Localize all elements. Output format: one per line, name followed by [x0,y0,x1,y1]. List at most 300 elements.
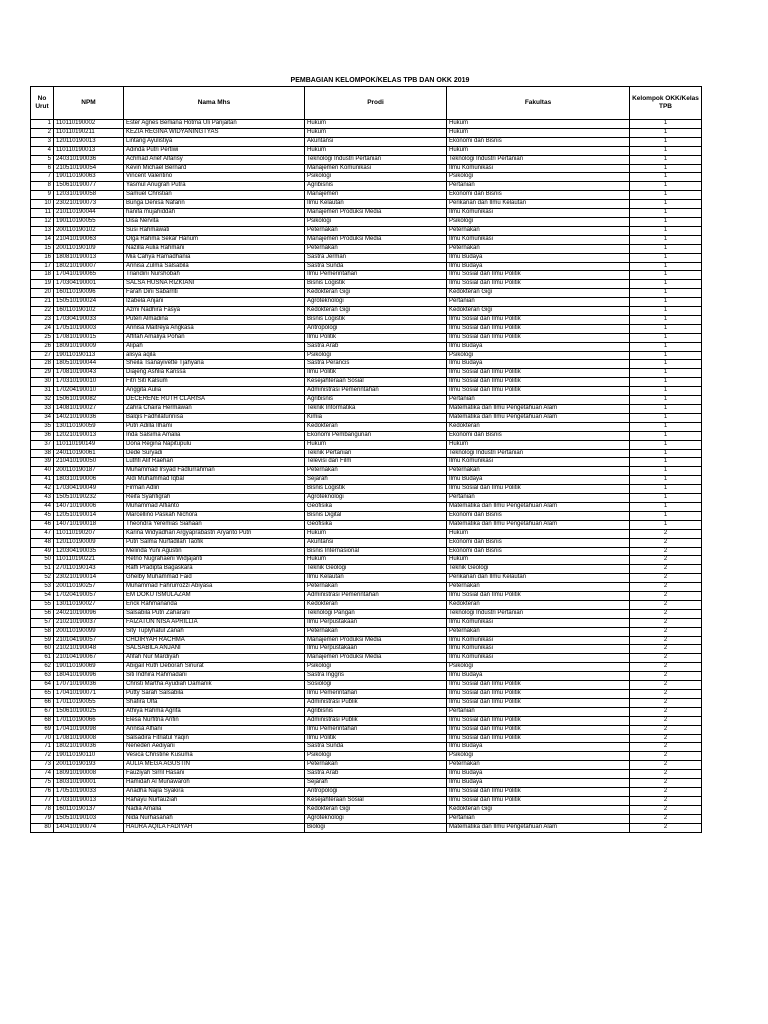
table-row [31,342,702,351]
table-row [31,200,702,209]
cell-no: 10 [31,200,54,209]
cell-prodi: Agroteknologi [305,494,447,503]
cell-prodi: Hukum [305,120,447,129]
cell-fakultas: Ekonomi dan Bisnis [447,538,630,547]
cell-npm: 170510190033 [54,787,124,796]
cell-kelompok: 1 [630,307,702,316]
cell-prodi: Hukum [305,556,447,565]
cell-kelompok: 2 [630,583,702,592]
cell-npm: 140710190006 [54,502,124,511]
cell-no: 78 [31,805,54,814]
cell-npm: 200110190257 [54,583,124,592]
cell-no: 21 [31,298,54,307]
table-row [31,618,702,627]
cell-fakultas: Ilmu Sosial dan Ilmu Politik [447,378,630,387]
cell-fakultas: Ilmu Komunikasi [447,458,630,467]
cell-prodi: Teknik Geologi [305,565,447,574]
cell-prodi: Hukum [305,128,447,137]
header-fakultas: Fakultas [447,87,630,120]
cell-fakultas: Ilmu Budaya [447,476,630,485]
cell-fakultas: Perikanan dan Ilmu Kelautan [447,200,630,209]
cell-npm: 170410190098 [54,725,124,734]
cell-kelompok: 1 [630,200,702,209]
cell-kelompok: 2 [630,770,702,779]
cell-nama: Elesa Nurfitria Arifin [124,716,305,725]
cell-prodi: Ilmu Pemerintahan [305,690,447,699]
cell-nama: hanifa mujahiddah [124,209,305,218]
cell-fakultas: Matematika dan Ilmu Pengetahuan Alam [447,502,630,511]
cell-kelompok: 1 [630,235,702,244]
cell-prodi: Sastra Arab [305,770,447,779]
cell-kelompok: 2 [630,574,702,583]
cell-kelompok: 2 [630,654,702,663]
cell-kelompok: 1 [630,226,702,235]
cell-prodi: Ilmu Politik [305,333,447,342]
cell-fakultas: Kedokteran Gigi [447,289,630,298]
cell-nama: Abigail Ruth Deborah Sinurat [124,663,305,672]
cell-prodi: Manajemen Produksi Media [305,235,447,244]
cell-no: 46 [31,520,54,529]
cell-nama: Putri Salma Nurfadilah Taofik [124,538,305,547]
cell-nama: Nadia Amalia [124,805,305,814]
cell-kelompok: 2 [630,716,702,725]
cell-fakultas: Ilmu Komunikasi [447,618,630,627]
cell-fakultas: Psikologi [447,173,630,182]
cell-kelompok: 1 [630,333,702,342]
cell-kelompok: 2 [630,618,702,627]
cell-no: 41 [31,476,54,485]
cell-nama: Triandini Nurshobah [124,271,305,280]
cell-fakultas: Hukum [447,556,630,565]
cell-npm: 170310190013 [54,796,124,805]
cell-prodi: Kesejahteraan Sosial [305,796,447,805]
cell-npm: 110110190221 [54,556,124,565]
cell-kelompok: 1 [630,476,702,485]
cell-no: 75 [31,779,54,788]
cell-nama: Adinda Putri Pertiwi [124,146,305,155]
cell-nama: Susi Rahmawati [124,226,305,235]
cell-fakultas: Ilmu Komunikasi [447,654,630,663]
cell-npm: 190110190113 [54,351,124,360]
table-row [31,600,702,609]
cell-npm: 170510190003 [54,324,124,333]
cell-npm: 170110190055 [54,698,124,707]
cell-prodi: Peternakan [305,761,447,770]
table-row [31,289,702,298]
table-row [31,360,702,369]
cell-prodi: Peternakan [305,467,447,476]
cell-npm: 160110190137 [54,805,124,814]
cell-fakultas: Ilmu Sosial dan Ilmu Politik [447,280,630,289]
cell-fakultas: Ilmu Sosial dan Ilmu Politik [447,796,630,805]
cell-no: 50 [31,556,54,565]
cell-no: 38 [31,449,54,458]
cell-nama: Sity Tuplyhatul Zanah [124,627,305,636]
cell-kelompok: 1 [630,431,702,440]
cell-npm: 210410190063 [54,235,124,244]
cell-kelompok: 2 [630,600,702,609]
cell-nama: Salsabila Putri Zaharani [124,609,305,618]
cell-npm: 190110190055 [54,217,124,226]
cell-no: 71 [31,743,54,752]
cell-npm: 240210190096 [54,609,124,618]
cell-npm: 240310190036 [54,155,124,164]
cell-kelompok: 1 [630,467,702,476]
cell-npm: 180310190001 [54,779,124,788]
cell-npm: 140210190036 [54,413,124,422]
table-row [31,333,702,342]
cell-npm: 190110190069 [54,663,124,672]
cell-npm: 200110190193 [54,761,124,770]
cell-prodi: Peternakan [305,627,447,636]
cell-fakultas: Kedokteran [447,600,630,609]
cell-prodi: Bisnis Logistik [305,315,447,324]
cell-kelompok: 1 [630,120,702,129]
cell-prodi: Televisi dan Film [305,458,447,467]
cell-kelompok: 1 [630,137,702,146]
table-row [31,654,702,663]
table-row [31,698,702,707]
cell-prodi: Antropologi [305,324,447,333]
cell-no: 33 [31,405,54,414]
cell-npm: 210410190050 [54,458,124,467]
cell-fakultas: Ilmu Komunikasi [447,164,630,173]
cell-kelompok: 1 [630,440,702,449]
cell-fakultas: Hukum [447,128,630,137]
cell-prodi: Bisnis Logistik [305,485,447,494]
cell-fakultas: Kedokteran Gigi [447,805,630,814]
table-row [31,244,702,253]
cell-nama: Salsadira Fitriatul Yaqin [124,734,305,743]
cell-fakultas: Pertanian [447,182,630,191]
cell-fakultas: Kedokteran [447,422,630,431]
cell-nama: Mia Cahya Ramadhania [124,253,305,262]
cell-nama: Melinda Yuni Agustin [124,547,305,556]
cell-no: 47 [31,529,54,538]
cell-kelompok: 1 [630,209,702,218]
cell-kelompok: 2 [630,761,702,770]
cell-no: 54 [31,592,54,601]
cell-fakultas: Ekonomi dan Bisnis [447,431,630,440]
cell-no: 52 [31,574,54,583]
cell-nama: Neneden Aediyani [124,743,305,752]
cell-kelompok: 1 [630,378,702,387]
cell-nama: Athiya Rahma Agrifa [124,707,305,716]
cell-npm: 110110190207 [54,529,124,538]
table-row [31,396,702,405]
table-row [31,770,702,779]
table-row [31,583,702,592]
cell-prodi: Agribisnis [305,182,447,191]
cell-kelompok: 2 [630,743,702,752]
table-row [31,690,702,699]
table-row [31,128,702,137]
cell-nama: DECERENE RUTH CLARISA [124,396,305,405]
cell-npm: 180410190096 [54,672,124,681]
cell-prodi: Geofisika [305,502,447,511]
cell-prodi: Sastra Jerman [305,253,447,262]
header-kelompok: Kelompok OKK/Kelas TPB [630,87,702,120]
cell-nama: AULIA MEGA AGUSTIN [124,761,305,770]
cell-npm: 170810190008 [54,734,124,743]
cell-prodi: Manajemen Produksi Media [305,654,447,663]
cell-prodi: Hukum [305,529,447,538]
cell-fakultas: Ilmu Budaya [447,672,630,681]
table-row [31,672,702,681]
cell-kelompok: 1 [630,351,702,360]
cell-npm: 120510190014 [54,511,124,520]
cell-no: 73 [31,761,54,770]
cell-prodi: Sejarah [305,779,447,788]
cell-kelompok: 2 [630,779,702,788]
cell-npm: 150510190232 [54,494,124,503]
cell-nama: Hamidah Al Munawaroh [124,779,305,788]
cell-kelompok: 2 [630,681,702,690]
cell-fakultas: Ilmu Sosial dan Ilmu Politik [447,369,630,378]
cell-npm: 170810190015 [54,333,124,342]
cell-npm: 170810190043 [54,369,124,378]
cell-npm: 180210190036 [54,743,124,752]
cell-no: 42 [31,485,54,494]
cell-no: 68 [31,716,54,725]
cell-npm: 140810190027 [54,405,124,414]
table-row [31,226,702,235]
cell-fakultas: Teknologi Industri Pertanian [447,449,630,458]
cell-fakultas: Ekonomi dan Bisnis [447,547,630,556]
table-row [31,217,702,226]
cell-nama: Nida Nurhasanah [124,814,305,823]
cell-npm: 200110190099 [54,627,124,636]
cell-npm: 180310190006 [54,476,124,485]
table-row [31,502,702,511]
cell-prodi: Antropologi [305,787,447,796]
table-row [31,529,702,538]
cell-npm: 240110190061 [54,449,124,458]
table-row [31,752,702,761]
cell-no: 17 [31,262,54,271]
cell-no: 14 [31,235,54,244]
table-row [31,387,702,396]
cell-fakultas: Matematika dan Ilmu Pengetahuan Alam [447,405,630,414]
cell-fakultas: Psikologi [447,351,630,360]
cell-nama: Nazilla Aulia Rahmani [124,244,305,253]
cell-npm: 210110190044 [54,209,124,218]
cell-npm: 170204190010 [54,387,124,396]
table-row [31,814,702,823]
cell-nama: Vincent Valentino [124,173,305,182]
cell-npm: 130110190027 [54,600,124,609]
cell-prodi: Akuntansi [305,137,447,146]
cell-prodi: Administrasi Publik [305,698,447,707]
cell-no: 44 [31,502,54,511]
cell-fakultas: Peternakan [447,467,630,476]
cell-nama: Raffi Pradipta Bagaskara [124,565,305,574]
cell-npm: 180910190008 [54,770,124,779]
cell-nama: Dede Suryadi [124,449,305,458]
cell-fakultas: Ilmu Sosial dan Ilmu Politik [447,387,630,396]
table-row [31,262,702,271]
table-row [31,137,702,146]
cell-npm: 170410190071 [54,690,124,699]
cell-kelompok: 2 [630,565,702,574]
cell-no: 60 [31,645,54,654]
cell-kelompok: 1 [630,128,702,137]
cell-prodi: Hukum [305,440,447,449]
cell-fakultas: Matematika dan Ilmu Pengetahuan Alam [447,520,630,529]
cell-prodi: Manajemen Produksi Media [305,209,447,218]
cell-fakultas: Hukum [447,440,630,449]
cell-no: 13 [31,226,54,235]
cell-no: 43 [31,494,54,503]
cell-fakultas: Psikologi [447,217,630,226]
cell-prodi: Ilmu Politik [305,734,447,743]
cell-fakultas: Ilmu Sosial dan Ilmu Politik [447,681,630,690]
table-row [31,796,702,805]
cell-nama: SALSA HUSNA RIZKIANI [124,280,305,289]
cell-no: 5 [31,155,54,164]
cell-nama: Fauziyah Sirril Hasani [124,770,305,779]
table-row [31,191,702,200]
cell-prodi: Sastra Sunda [305,743,447,752]
table-row [31,485,702,494]
cell-no: 53 [31,583,54,592]
cell-npm: 140710190018 [54,520,124,529]
cell-kelompok: 1 [630,458,702,467]
cell-kelompok: 2 [630,645,702,654]
cell-fakultas: Teknik Geologi [447,565,630,574]
cell-npm: 170304190049 [54,485,124,494]
cell-nama: Ester Agnes Berliana Hotma Uli Panjaitan [124,120,305,129]
cell-nama: Putty Sarah Salsabila [124,690,305,699]
cell-npm: 190110190063 [54,173,124,182]
cell-fakultas: Ilmu Budaya [447,360,630,369]
cell-kelompok: 1 [630,217,702,226]
cell-npm: 120304190035 [54,547,124,556]
cell-nama: Marcellino Paskah Nichora [124,511,305,520]
cell-fakultas: Ilmu Komunikasi [447,209,630,218]
cell-npm: 150610190082 [54,396,124,405]
table-row [31,369,702,378]
cell-prodi: Kedokteran [305,600,447,609]
table-header-row [31,87,702,120]
cell-fakultas: Teknologi Industri Pertanian [447,609,630,618]
table-row [31,431,702,440]
cell-npm: 190110190110 [54,752,124,761]
cell-kelompok: 1 [630,494,702,503]
cell-prodi: Teknik Informatika [305,405,447,414]
cell-nama: Zahra Chaira Hermawan [124,405,305,414]
cell-no: 56 [31,609,54,618]
cell-prodi: Teknologi Pangan [305,609,447,618]
cell-kelompok: 1 [630,164,702,173]
cell-kelompok: 2 [630,636,702,645]
cell-npm: 150510190024 [54,298,124,307]
cell-nama: Bunga Denisa Nafarin [124,200,305,209]
cell-npm: 180910190009 [54,342,124,351]
cell-no: 29 [31,369,54,378]
table-row [31,209,702,218]
cell-kelompok: 2 [630,627,702,636]
cell-fakultas: Matematika dan Ilmu Pengetahuan Alam [447,823,630,832]
cell-no: 8 [31,182,54,191]
table-row [31,663,702,672]
cell-no: 12 [31,217,54,226]
cell-prodi: Peternakan [305,244,447,253]
table-row [31,146,702,155]
cell-kelompok: 2 [630,690,702,699]
cell-npm: 120110190009 [54,538,124,547]
table-row [31,155,702,164]
cell-npm: 170110190066 [54,716,124,725]
cell-nama: Reifa Syahfigrah [124,494,305,503]
cell-prodi: Ilmu Perpustakaan [305,645,447,654]
cell-nama: Alipah [124,342,305,351]
cell-no: 34 [31,413,54,422]
cell-nama: Annisa Maitreya Angkasa [124,324,305,333]
cell-npm: 160110190096 [54,289,124,298]
cell-fakultas: Ilmu Sosial dan Ilmu Politik [447,725,630,734]
cell-nama: Karina Widyadhari Argyaprabastri Aryanto Putri [124,529,305,538]
cell-no: 62 [31,663,54,672]
cell-no: 69 [31,725,54,734]
cell-kelompok: 1 [630,298,702,307]
cell-nama: Retno Nugrahaeni Widjajanti [124,556,305,565]
student-group-table [30,86,702,833]
cell-no: 26 [31,342,54,351]
cell-npm: 150610190077 [54,182,124,191]
cell-nama: Muhammad Alfianto [124,502,305,511]
cell-fakultas: Ilmu Komunikasi [447,235,630,244]
cell-kelompok: 2 [630,805,702,814]
cell-prodi: Ilmu Kelautan [305,574,447,583]
cell-nama: KEZIA REGINA WIDYANINGTYAS [124,128,305,137]
cell-npm: 110110190149 [54,440,124,449]
cell-nama: Ghelby Muhammad Faid [124,574,305,583]
cell-fakultas: Ilmu Komunikasi [447,636,630,645]
cell-nama: Annisa Zulma Salsabila [124,262,305,271]
cell-fakultas: Ilmu Budaya [447,779,630,788]
cell-kelompok: 1 [630,396,702,405]
cell-nama: Afifah Nur Mardiyah [124,654,305,663]
table-row [31,743,702,752]
cell-kelompok: 2 [630,734,702,743]
cell-npm: 170710190036 [54,681,124,690]
cell-kelompok: 1 [630,253,702,262]
cell-nama: Anggita Aulia [124,387,305,396]
cell-kelompok: 1 [630,387,702,396]
cell-kelompok: 1 [630,485,702,494]
cell-prodi: Ilmu Kelautan [305,200,447,209]
cell-fakultas: Peternakan [447,627,630,636]
table-row [31,476,702,485]
table-row [31,164,702,173]
cell-npm: 230210190014 [54,574,124,583]
cell-no: 27 [31,351,54,360]
cell-prodi: Psikologi [305,173,447,182]
table-row [31,449,702,458]
cell-no: 49 [31,547,54,556]
cell-kelompok: 1 [630,271,702,280]
cell-fakultas: Ilmu Budaya [447,342,630,351]
table-row [31,716,702,725]
table-row [31,547,702,556]
cell-kelompok: 1 [630,155,702,164]
cell-fakultas: Matematika dan Ilmu Pengetahuan Alam [447,413,630,422]
cell-no: 39 [31,458,54,467]
table-row [31,182,702,191]
cell-nama: Olga Rahma Sekar Hanum [124,235,305,244]
cell-fakultas: Ilmu Sosial dan Ilmu Politik [447,716,630,725]
